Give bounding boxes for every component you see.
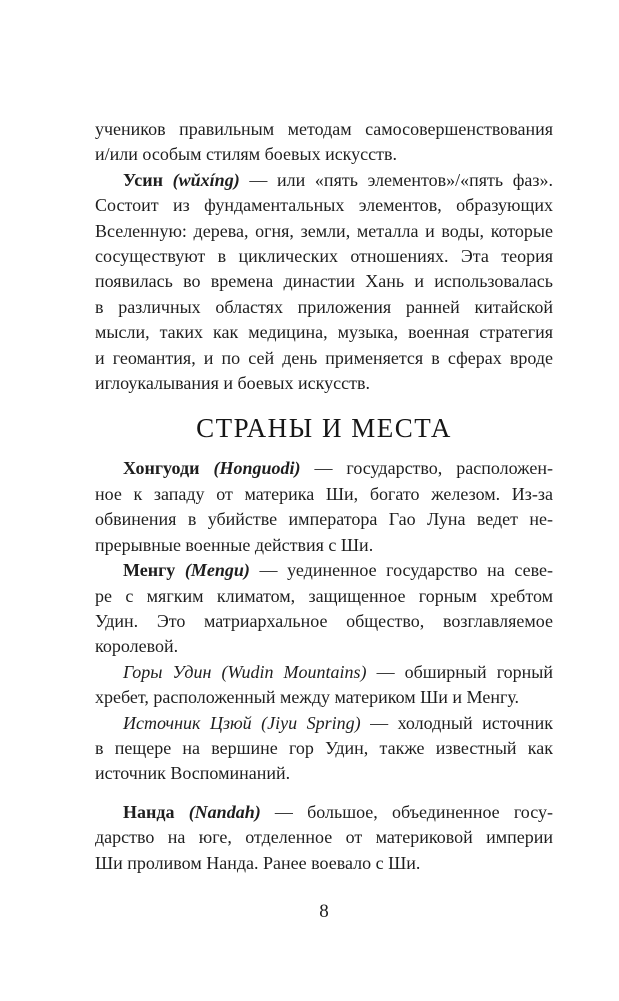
text-segment: — или «пять элементов»/«пять фаз».: [239, 169, 554, 190]
text-segment: Источник Цзюй (Jiyu Spring): [123, 712, 361, 733]
text-segment: в различных областях приложения ранней китайской: [95, 296, 553, 317]
text-segment: Нанда: [123, 801, 189, 822]
text-line: [95, 168, 553, 193]
text-segment: Усин: [123, 169, 173, 190]
text-segment: мысли, таких как медицина, музыка, военная стратегия: [95, 322, 553, 343]
text-segment: (Honguodi): [213, 458, 301, 479]
text-segment: и геомантия, и по сей день применяется в сферах вроде: [95, 347, 553, 368]
text-segment: и/или особым стилям боевых искусств.: [95, 144, 398, 165]
paragraph: [95, 117, 553, 168]
text-segment: появилась во времена династии Хань и использовалась: [95, 271, 553, 292]
text-line: [95, 482, 553, 507]
text-segment: (Mengu): [184, 560, 250, 581]
text-line: [95, 507, 553, 532]
text-segment: — уединенное государство на севе-: [249, 560, 553, 581]
text-segment: дарство на юге, отделенное от материковой империи: [95, 827, 553, 848]
text-line: [95, 244, 553, 269]
text-segment: Ши проливом Нанда. Ранее воевало с Ши.: [95, 852, 421, 873]
text-segment: (wǔxíng): [172, 169, 240, 190]
text-segment: иглоукалывания и боевых искусств.: [95, 373, 370, 394]
text-line: [95, 346, 553, 371]
text-segment: хребет, расположенный между материком Ши и Менгу.: [95, 687, 520, 708]
text-segment: учеников правильным методам самосовершенствования: [95, 119, 553, 139]
text-segment: Менгу: [123, 560, 185, 581]
text-segment: Удин. Это матриархальное общество, возглавляемое: [95, 610, 553, 631]
paragraph: [95, 168, 553, 397]
text-segment: — государство, расположен-: [300, 458, 553, 479]
text-segment: — холодный источник: [360, 712, 553, 733]
text-line: [95, 193, 553, 218]
paragraph: [95, 711, 553, 787]
text-segment: обвинения в убийстве императора Гао Луна ведет не-: [95, 509, 553, 530]
text-line: [95, 851, 553, 876]
text-line: [95, 685, 553, 710]
text-segment: ное к западу от материка Ши, богато железом. Из-за: [95, 483, 553, 504]
paragraph: [95, 660, 553, 711]
text-line: [95, 219, 553, 244]
paragraph: [95, 456, 553, 558]
text-line: [95, 660, 553, 685]
text-segment: Состоит из фундаментальных элементов, образующих: [95, 195, 553, 216]
text-line: [95, 558, 553, 583]
text-segment: — обширный горный: [366, 661, 553, 682]
text-segment: сосуществуют в циклических отношениях. Эта теория: [95, 246, 553, 267]
text-segment: Хонгуоди: [123, 458, 214, 479]
text-line: [95, 761, 553, 786]
text-line: [95, 634, 553, 659]
text-segment: источник Воспоминаний.: [95, 763, 291, 784]
text-line: [95, 320, 553, 345]
text-segment: прерывные военные действия с Ши.: [95, 534, 374, 555]
text-segment: королевой.: [95, 636, 179, 657]
text-line: [95, 117, 553, 142]
text-segment: в пещере на вершине гор Удин, также известный как: [95, 737, 553, 758]
text-line: [95, 736, 553, 761]
text-line: [95, 800, 553, 825]
text-line: [95, 142, 553, 167]
text-line: [95, 711, 553, 736]
page-number: 8: [319, 901, 329, 922]
text-line: [95, 533, 553, 558]
text-block: [95, 117, 553, 876]
text-segment: Вселенную: дерева, огня, земли, металла и воды, которые: [95, 220, 553, 241]
text-line: [95, 456, 553, 481]
text-line: [95, 269, 553, 294]
text-line: [95, 371, 553, 396]
paragraph: [95, 800, 553, 876]
text-segment: (Nandah): [188, 801, 261, 822]
text-segment: ре с мягким климатом, защищенное горным хребтом: [95, 585, 553, 606]
text-segment: Горы Удин (Wudin Mountains): [123, 661, 367, 682]
text-line: [95, 295, 553, 320]
paragraph: [95, 558, 553, 660]
text-segment: — большое, объединенное госу-: [260, 801, 553, 822]
text-line: [95, 609, 553, 634]
text-line: [95, 584, 553, 609]
section-heading: СТРАНЫ И МЕСТА: [196, 413, 452, 444]
text-line: [95, 825, 553, 850]
